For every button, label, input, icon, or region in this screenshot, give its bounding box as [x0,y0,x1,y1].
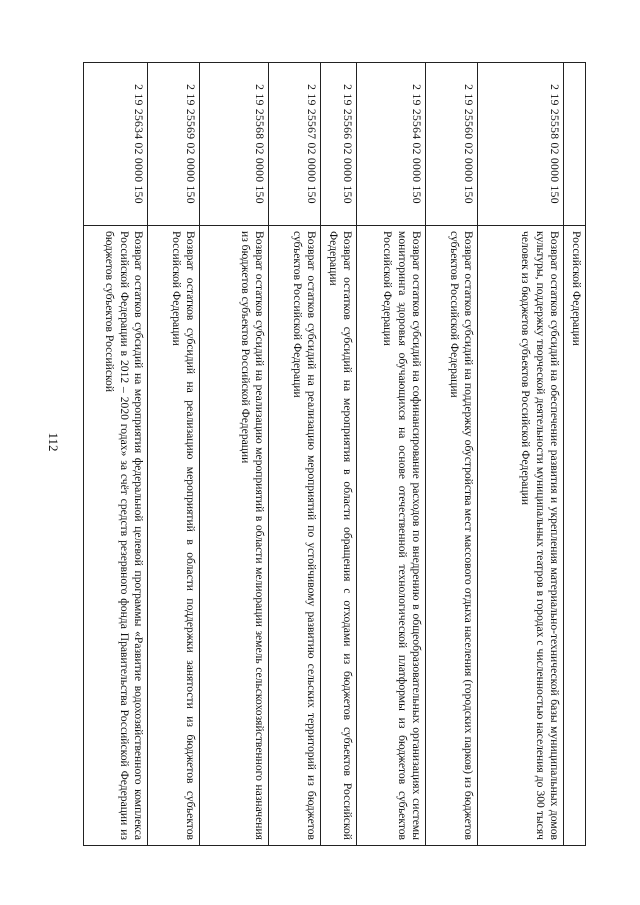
description-cell: Возврат остатков субсидий на обеспечение развития и укрепления материально-технической базы муниципальных домов культуры, поддержку творческой деятельности муниципальных театров в городах с численностью населения до 300 тысяч человек из бюджетов субъектов Российской Федерации [478,226,564,846]
description-cell: Возврат остатков субсидий на мероприятия в области обращения с отходами из бюджетов субъектов Российской Федерации [321,226,357,846]
budget-code-cell: 2 19 25567 02 0000 150 [269,63,321,226]
table-row [478,63,564,846]
description-cell: Возврат остатков субсидий на софинансирование расходов по внедрению в общеобразовательных организациях системы мониторинга здоровья обучающихся на основе отечественной технологической платформы из бюджетов субъектов Российской Федерации [357,226,426,846]
table-row [200,63,269,846]
document-table-container [84,62,586,846]
table-row [321,63,357,846]
budget-code-cell: 2 19 25568 02 0000 150 [200,63,269,226]
table-row [148,63,200,846]
budget-code-cell: 2 19 25566 02 0000 150 [321,63,357,226]
description-cell: Возврат остатков субсидий на реализацию мероприятий по устойчивому развитию сельских территорий из бюджетов субъектов Российской Федерации [269,226,321,846]
description-cell: Возврат остатков субсидий на реализацию мероприятий в области мелиорации земель сельскохозяйственного назначения из бюджетов субъектов Российской Федерации [200,226,269,846]
description-cell: Возврат остатков субсидий на поддержку обустройства мест массового отдыха населения (городских парков) из бюджетов субъектов Российской Федерации [426,226,478,846]
budget-code-cell: 2 19 25569 02 0000 150 [148,63,200,226]
table-row [426,63,478,846]
page-number: 112 [46,432,61,452]
description-cell: Возврат остатков субсидий на реализацию мероприятий в области поддержки занятости из бюджетов субъектов Российской Федерации [148,226,200,846]
budget-code-table [83,62,586,846]
description-cell: Возврат остатков субсидий на мероприятия федеральной целевой программы «Развитие водохозяйственного комплекса Российской Федерации в 2012 – 2020 годах» за счёт средств резервного фонда Правительства Российской Федерации из бюджетов субъектов Российской [84,226,148,846]
description-cell: Российской Федерации [564,226,586,846]
table-row [357,63,426,846]
budget-code-cell: 2 19 25634 02 0000 150 [84,63,148,226]
budget-code-cell: 2 19 25560 02 0000 150 [426,63,478,226]
table-row [84,63,148,846]
budget-code-cell: 2 19 25558 02 0000 150 [478,63,564,226]
table-row [564,63,586,846]
budget-code-cell [564,63,586,226]
table-row [269,63,321,846]
budget-code-cell: 2 19 25564 02 0000 150 [357,63,426,226]
